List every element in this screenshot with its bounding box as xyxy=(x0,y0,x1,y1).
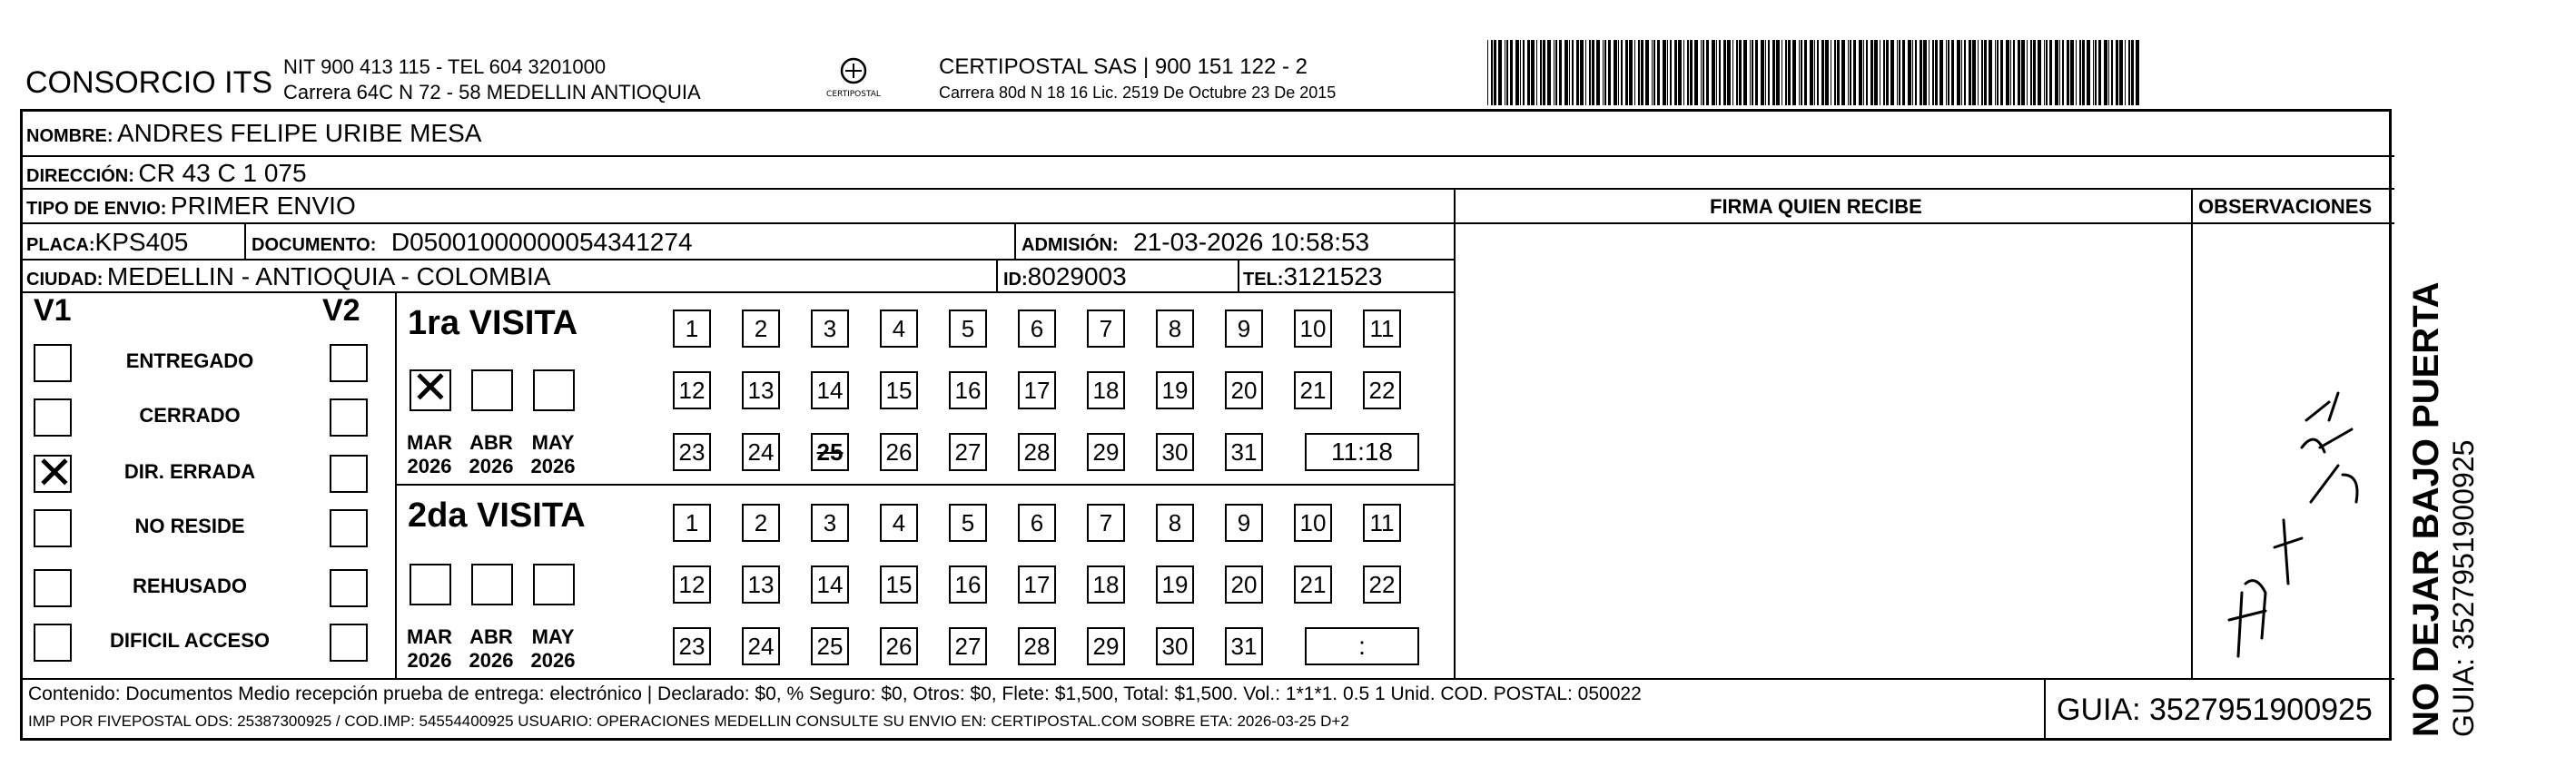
observaciones-header: OBSERVACIONES xyxy=(2198,195,2373,218)
handwritten-observation xyxy=(2202,293,2384,674)
v1-checkbox[interactable] xyxy=(34,509,72,547)
tipo-label: TIPO DE ENVIO: xyxy=(26,199,167,219)
day-box[interactable]: 4 xyxy=(880,310,918,348)
day-box[interactable]: 26 xyxy=(880,433,918,471)
day-box[interactable]: 7 xyxy=(1087,310,1125,348)
day-box[interactable]: 25 xyxy=(811,627,849,665)
day-box[interactable]: 14 xyxy=(811,565,849,604)
visit1-title: 1ra VISITA xyxy=(408,304,578,342)
month-name: MAR xyxy=(406,625,453,648)
id-value: 8029003 xyxy=(1027,262,1127,290)
month-name: MAR xyxy=(406,431,453,454)
day-box[interactable]: 21 xyxy=(1294,371,1332,409)
day-box[interactable]: 31 xyxy=(1225,433,1263,471)
nombre-label: NOMBRE: xyxy=(26,126,114,146)
barcode xyxy=(1487,40,2214,105)
month-name: MAY xyxy=(531,431,575,454)
firma-header: FIRMA QUIEN RECIBE xyxy=(1710,195,1922,218)
status-label: NO RESIDE xyxy=(134,515,245,537)
tipo-row xyxy=(26,192,356,221)
day-box[interactable]: 5 xyxy=(949,310,987,348)
day-box[interactable]: 25 xyxy=(811,433,849,471)
day-box[interactable]: 1 xyxy=(673,504,711,542)
nombre-value: ANDRES FELIPE URIBE MESA xyxy=(117,119,482,147)
status-label: CERRADO xyxy=(139,404,241,427)
month-checkbox[interactable] xyxy=(533,369,575,411)
certipostal-logo xyxy=(817,53,890,103)
day-box[interactable]: 10 xyxy=(1294,504,1332,542)
day-box[interactable]: 18 xyxy=(1087,565,1125,604)
day-box[interactable]: 17 xyxy=(1018,371,1056,409)
placa-label: PLACA: xyxy=(26,235,95,255)
v1-checkbox[interactable] xyxy=(34,624,72,662)
nit-line: NIT 900 413 115 - TEL 604 3201000 xyxy=(283,55,607,78)
month-label xyxy=(402,431,457,478)
day-box[interactable]: 13 xyxy=(742,371,780,409)
id-row xyxy=(1003,262,1127,291)
side-guia: GUIA: 3527951900925 xyxy=(2447,439,2480,737)
day-box[interactable]: 2 xyxy=(742,310,780,348)
day-box[interactable]: 11 xyxy=(1363,310,1401,348)
month-year: 2026 xyxy=(407,455,452,477)
day-box[interactable]: 14 xyxy=(811,371,849,409)
month-year: 2026 xyxy=(469,649,514,672)
v2-checkbox[interactable] xyxy=(330,624,368,662)
day-box[interactable]: 23 xyxy=(673,433,711,471)
day-box[interactable]: 10 xyxy=(1294,310,1332,348)
day-box[interactable]: 29 xyxy=(1087,433,1125,471)
day-box[interactable]: 28 xyxy=(1018,627,1056,665)
day-box[interactable]: 3 xyxy=(811,504,849,542)
footer-contenido: Contenido: Documentos Medio recepción prueba de entrega: electrónico | Declarado: $0, % Seguro: $0, Otros: $0, Flete: $1,500, Total: $1,500. Vol.: 1*1*1. 0.5 1 Unid. COD. POSTAL: 050022 xyxy=(28,683,1642,704)
day-box[interactable]: 8 xyxy=(1156,504,1194,542)
month-label xyxy=(464,431,518,478)
visit2-title: 2da VISITA xyxy=(408,496,586,535)
v2-checkbox[interactable] xyxy=(330,569,368,607)
observation-text: Falta # de Apto xyxy=(2202,293,2208,294)
day-box[interactable]: 5 xyxy=(949,504,987,542)
month-checkbox[interactable]: ✕ xyxy=(410,369,451,411)
day-box[interactable]: 24 xyxy=(742,433,780,471)
visit-time[interactable]: : xyxy=(1305,627,1419,665)
day-box[interactable]: 8 xyxy=(1156,310,1194,348)
day-box[interactable]: 15 xyxy=(880,565,918,604)
day-box[interactable]: 7 xyxy=(1087,504,1125,542)
month-label xyxy=(402,625,457,673)
carrier-info xyxy=(939,54,1336,105)
status-label: ENTREGADO xyxy=(125,349,254,372)
admision-label: ADMISIÓN: xyxy=(1022,235,1119,255)
day-box[interactable]: 6 xyxy=(1018,504,1056,542)
day-box[interactable]: 21 xyxy=(1294,565,1332,604)
day-box[interactable]: 18 xyxy=(1087,371,1125,409)
placa-row xyxy=(26,228,188,257)
month-checkbox[interactable] xyxy=(410,564,451,605)
month-year: 2026 xyxy=(469,455,514,477)
day-box[interactable]: 29 xyxy=(1087,627,1125,665)
v1-checkbox[interactable] xyxy=(34,344,72,382)
id-label: ID: xyxy=(1003,270,1028,290)
tel-label: TEL: xyxy=(1243,270,1284,290)
day-box[interactable]: 22 xyxy=(1363,371,1401,409)
day-box[interactable]: 19 xyxy=(1156,565,1194,604)
day-box[interactable]: 3 xyxy=(811,310,849,348)
ciudad-label: CIUDAD: xyxy=(26,270,104,290)
day-box[interactable]: 28 xyxy=(1018,433,1056,471)
month-year: 2026 xyxy=(530,455,576,477)
tel-value: 3121523 xyxy=(1283,262,1383,290)
day-box[interactable]: 11 xyxy=(1363,504,1401,542)
day-box[interactable]: 4 xyxy=(880,504,918,542)
status-label: REHUSADO xyxy=(133,575,247,597)
day-box[interactable]: 9 xyxy=(1225,310,1263,348)
company-contact xyxy=(283,54,701,105)
day-box[interactable]: 31 xyxy=(1225,627,1263,665)
carrier-line2: Carrera 80d N 18 16 Lic. 2519 De Octubre 23 De 2015 xyxy=(939,84,1337,102)
month-label xyxy=(526,625,580,673)
month-year: 2026 xyxy=(407,649,452,672)
logo-label: CERTIPOSTAL xyxy=(826,90,881,99)
day-box[interactable]: 13 xyxy=(742,565,780,604)
placa-value: KPS405 xyxy=(94,228,189,256)
day-box[interactable]: 1 xyxy=(673,310,711,348)
v2-checkbox[interactable] xyxy=(330,509,368,547)
day-box[interactable]: 30 xyxy=(1156,627,1194,665)
tipo-value: PRIMER ENVIO xyxy=(170,192,356,220)
day-box[interactable]: 12 xyxy=(673,371,711,409)
side-label xyxy=(2406,281,2481,737)
month-label xyxy=(464,625,518,673)
day-box[interactable]: 26 xyxy=(880,627,918,665)
direccion-value: CR 43 C 1 075 xyxy=(138,159,307,187)
day-box[interactable]: 20 xyxy=(1225,371,1263,409)
direccion-row xyxy=(26,159,307,188)
v2-checkbox[interactable] xyxy=(330,344,368,382)
documento-row xyxy=(252,228,693,257)
v1-checkbox[interactable] xyxy=(34,398,72,437)
v2-header: V2 xyxy=(322,293,360,328)
day-box[interactable]: 16 xyxy=(949,371,987,409)
day-box[interactable]: 16 xyxy=(949,565,987,604)
admision-value: 21-03-2026 10:58:53 xyxy=(1133,228,1370,256)
month-name: MAY xyxy=(531,625,575,648)
documento-value: D05001000000054341274 xyxy=(390,228,693,256)
day-box[interactable]: 2 xyxy=(742,504,780,542)
month-label xyxy=(526,431,580,478)
month-checkbox[interactable] xyxy=(533,564,575,605)
day-box[interactable]: 15 xyxy=(880,371,918,409)
footer-imp: IMP POR FIVEPOSTAL ODS: 25387300925 / COD.IMP: 54554400925 USUARIO: OPERACIONES MEDELLIN CONSULTE SU ENVIO EN: CERTIPOSTAL.COM SOBRE ETA: 2026-03-25 D+2 xyxy=(28,713,1349,730)
tel-row xyxy=(1243,262,1382,291)
nombre-row xyxy=(26,119,481,148)
day-box[interactable]: 6 xyxy=(1018,310,1056,348)
month-year: 2026 xyxy=(530,649,576,672)
documento-label: DOCUMENTO: xyxy=(252,235,377,255)
delivery-form xyxy=(20,109,2392,741)
day-box[interactable]: 9 xyxy=(1225,504,1263,542)
side-warning: NO DEJAR BAJO PUERTA xyxy=(2406,281,2446,737)
ciudad-row xyxy=(26,262,550,291)
day-box[interactable]: 23 xyxy=(673,627,711,665)
address-line: Carrera 64C N 72 - 58 MEDELLIN ANTIOQUIA xyxy=(283,81,701,103)
day-box[interactable]: 20 xyxy=(1225,565,1263,604)
v1-checkbox[interactable]: ✕ xyxy=(35,447,74,499)
admision-row xyxy=(1022,228,1369,257)
day-box[interactable]: 19 xyxy=(1156,371,1194,409)
month-checkbox[interactable] xyxy=(471,369,513,411)
month-name: ABR xyxy=(469,431,513,454)
month-checkbox[interactable] xyxy=(471,564,513,605)
day-box[interactable]: 12 xyxy=(673,565,711,604)
ciudad-value: MEDELLIN - ANTIOQUIA - COLOMBIA xyxy=(106,262,551,290)
day-box[interactable]: 27 xyxy=(949,433,987,471)
v2-checkbox[interactable] xyxy=(330,398,368,437)
v1-checkbox[interactable] xyxy=(34,569,72,607)
month-name: ABR xyxy=(469,625,513,648)
v2-checkbox[interactable] xyxy=(330,455,368,493)
day-box[interactable]: 22 xyxy=(1363,565,1401,604)
direccion-label: DIRECCIÓN: xyxy=(26,166,134,186)
company-name: CONSORCIO ITS xyxy=(25,65,273,100)
carrier-line1: CERTIPOSTAL SAS | 900 151 122 - 2 xyxy=(939,54,1308,79)
visit-time[interactable]: 11:18 xyxy=(1305,433,1419,471)
day-box[interactable]: 30 xyxy=(1156,433,1194,471)
status-label: DIR. ERRADA xyxy=(123,460,256,483)
v1-header: V1 xyxy=(34,293,72,328)
day-box[interactable]: 17 xyxy=(1018,565,1056,604)
status-label: DIFICIL ACCESO xyxy=(109,629,270,652)
day-box[interactable]: 24 xyxy=(742,627,780,665)
footer-guia: GUIA: 3527951900925 xyxy=(2057,693,2373,727)
day-box[interactable]: 27 xyxy=(949,627,987,665)
